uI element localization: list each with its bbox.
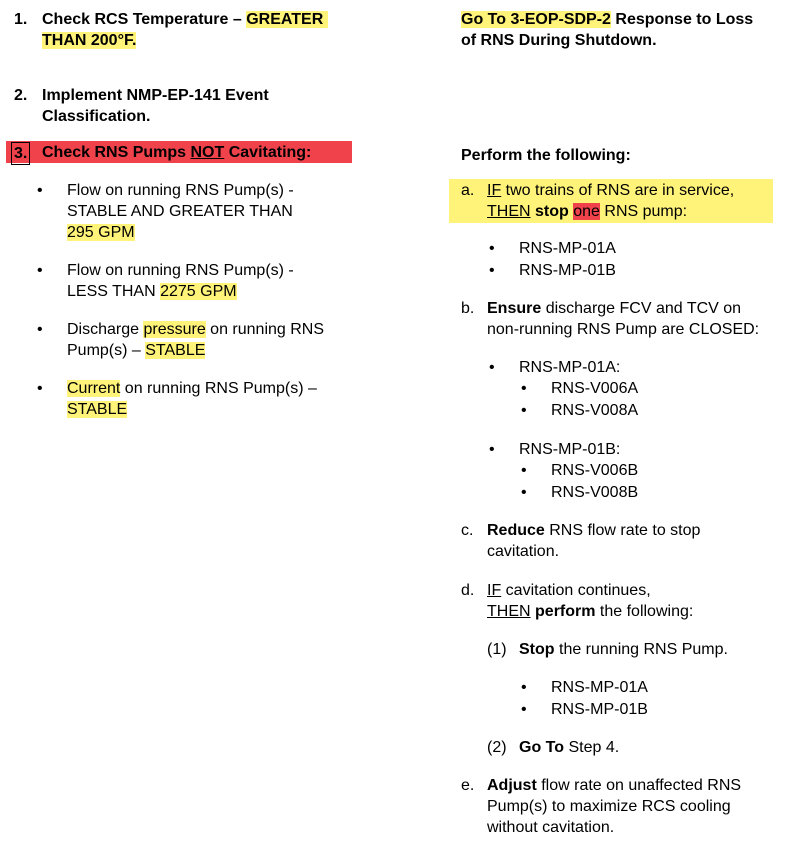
substep-e-line-1: Adjust flow rate on unaffected RNS xyxy=(487,777,742,794)
substep-a-line-1: IF two trains of RNS are in service, xyxy=(487,182,735,199)
bullet-3-line-2: Pump(s) – STABLE xyxy=(67,342,206,359)
substep-b-valve: • RNS-V006B xyxy=(551,460,638,481)
goto-procedure-highlight: Go To 3-EOP-SDP-2 xyxy=(461,11,611,28)
substep-a-item: • RNS-MP-01A xyxy=(519,238,616,259)
step-1-number: 1. xyxy=(14,11,28,28)
goto-line-2: of RNS During Shutdown. xyxy=(461,32,657,49)
bullet-4-highlight: Current xyxy=(67,380,121,397)
substep-b-valve: • RNS-V008B xyxy=(551,482,638,503)
substep-d-item: • RNS-MP-01A xyxy=(551,677,648,698)
bullet-2-line-2: LESS THAN 2275 GPM xyxy=(67,283,237,300)
step-3-not: NOT xyxy=(190,144,225,161)
bullet-1-line-2: STABLE AND GREATER THAN xyxy=(67,203,293,220)
substep-d-1-number: (1) xyxy=(487,641,507,658)
substep-d-1-text: Stop the running RNS Pump. xyxy=(519,641,728,658)
bullet-1-line-1: • Flow on running RNS Pump(s) - xyxy=(67,180,294,201)
substep-b-pump: • RNS-MP-01B: xyxy=(519,439,620,460)
bullet-3-highlight: pressure xyxy=(143,321,206,338)
step-3-title: Check RNS Pumps NOT Cavitating: xyxy=(42,144,312,161)
substep-b-line-2: non-running RNS Pump are CLOSED: xyxy=(487,321,760,338)
substep-d-letter: d. xyxy=(461,582,475,599)
bullet-4-line-1: • Current on running RNS Pump(s) – xyxy=(67,378,317,399)
step-2-line-2: Classification. xyxy=(42,108,151,125)
substep-e-line-3: without cavitation. xyxy=(487,819,615,836)
bullet-4-value: STABLE xyxy=(67,401,128,418)
bullet-2-line-1: • Flow on running RNS Pump(s) - xyxy=(67,260,294,281)
substep-b-pump: • RNS-MP-01A: xyxy=(519,357,620,378)
substep-a-letter: a. xyxy=(461,182,475,199)
step-3-number: 3. xyxy=(11,142,30,165)
step-1-highlight-b: THAN 200°F. xyxy=(42,32,137,49)
substep-a-item: • RNS-MP-01B xyxy=(519,260,616,281)
substep-e-line-2: Pump(s) to maximize RCS cooling xyxy=(487,798,731,815)
step-1-highlight-a: GREATER xyxy=(246,11,324,28)
substep-d-line-1: IF cavitation continues, xyxy=(487,582,651,599)
substep-d-2-text: Go To Step 4. xyxy=(519,739,620,756)
substep-d-item: • RNS-MP-01B xyxy=(551,699,648,720)
step-1-line-2 xyxy=(42,30,136,51)
substep-c-letter: c. xyxy=(461,522,474,539)
bullet-3-line-1: • Discharge pressure on running RNS xyxy=(67,319,324,340)
bullet-3-value: STABLE xyxy=(145,342,206,359)
substep-e-letter: e. xyxy=(461,777,475,794)
step-2-line-1: Implement NMP-EP-141 Event xyxy=(42,87,269,104)
substep-b-letter: b. xyxy=(461,300,475,317)
substep-b-valve: • RNS-V006A xyxy=(551,378,638,399)
step-2-number: 2. xyxy=(14,87,28,104)
goto-line-1: Go To 3-EOP-SDP-2 Response to Loss xyxy=(461,11,754,28)
substep-b-line-1: Ensure discharge FCV and TCV on xyxy=(487,300,742,317)
substep-d-line-2: THEN perform the following: xyxy=(487,603,694,620)
substep-c-line-2: cavitation. xyxy=(487,543,560,560)
substep-d-2-number: (2) xyxy=(487,739,507,756)
substep-b-valve: • RNS-V008A xyxy=(551,400,638,421)
perform-following-heading: Perform the following: xyxy=(461,147,631,164)
substep-a-one-highlight: one xyxy=(573,203,600,220)
bullet-1-value: 295 GPM xyxy=(67,224,135,241)
substep-a-line-2: THEN stop one RNS pump: xyxy=(487,203,688,220)
substep-c-line-1: Reduce RNS flow rate to stop xyxy=(487,522,701,539)
step-1-line-1: Check RCS Temperature – GREATER xyxy=(42,9,328,30)
bullet-2-value: 2275 GPM xyxy=(160,283,237,300)
